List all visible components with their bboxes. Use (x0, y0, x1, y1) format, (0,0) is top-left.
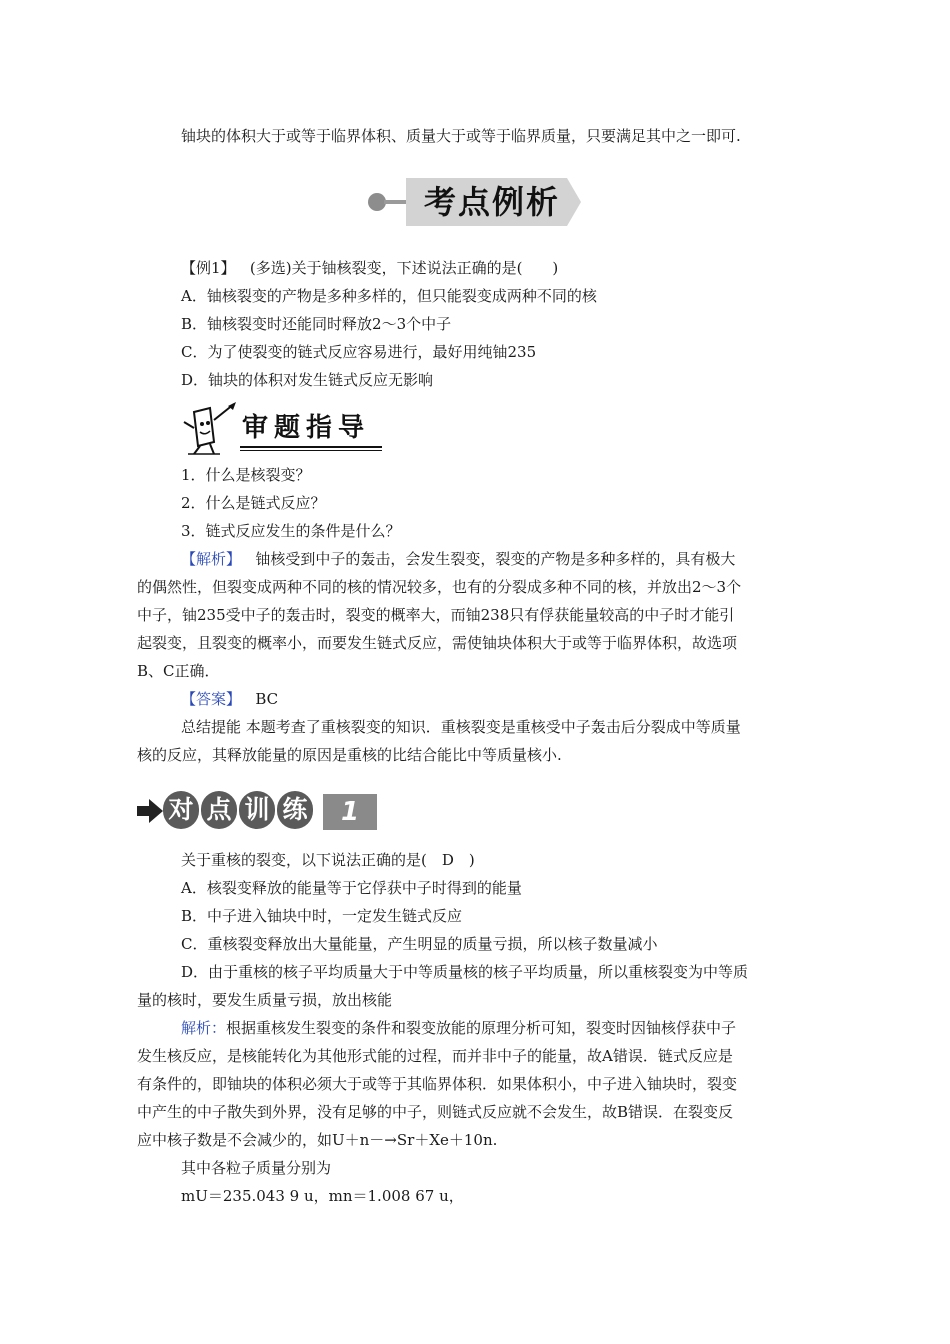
practice-option-d-cont: 量的核时，要发生质量亏损，放出核能 (137, 991, 393, 1009)
section-banner-title: 考点例析 (423, 183, 560, 221)
example-label: 【例1】 (181, 259, 236, 277)
practice-banner-char: 对 (163, 791, 199, 829)
practice-analysis-line: 解析：根据重核发生裂变的条件和裂变放能的原理分析可知，裂变时因铀核俘获中子 (181, 1019, 737, 1037)
practice-analysis-line: 应中核子数是不会减少的，如U＋n－→Sr＋Xe＋10n. (137, 1131, 498, 1149)
example-option-d: D．铀块的体积对发生链式反应无影响 (181, 371, 434, 389)
example-option-b: B．铀核裂变时还能同时释放2～3个中子 (181, 315, 452, 333)
practice-option-d: D．由于重核的核子平均质量大于中等质量核的核子平均质量，所以重核裂变为中等质 (181, 963, 749, 981)
practice-option-a: A．核裂变释放的能量等于它俘获中子时得到的能量 (181, 879, 522, 897)
analysis-line: 的偶然性，但裂变成两种不同的核的情况较多，也有的分裂成多种不同的核，并放出2～3个 (137, 578, 742, 596)
answer-line (181, 689, 278, 709)
example-stem (181, 258, 558, 278)
cartoon-pencil-icon (180, 402, 238, 456)
answer-label: 【答案】 (181, 690, 242, 708)
example-option-c: C．为了使裂变的链式反应容易进行，最好用纯铀235 (181, 343, 537, 361)
example-option-a: A．铀核裂变的产物是多种多样的，但只能裂变成两种不同的核 (181, 287, 597, 305)
practice-analysis-label: 解析： (181, 1019, 227, 1037)
guide-question: 3．链式反应发生的条件是什么？ (181, 522, 401, 540)
practice-banner-char: 练 (277, 791, 313, 829)
guide-question: 1．什么是核裂变？ (181, 466, 311, 484)
answer-value: BC (255, 690, 279, 708)
practice-analysis-line: 中产生的中子散失到外界，没有足够的中子，则链式反应就不会发生，故B错误．在裂变反 (137, 1103, 734, 1121)
analysis-line: 起裂变，且裂变的概率小，而要发生链式反应，需使铀块体积大于或等于临界体积，故选项 (137, 634, 738, 652)
practice-stem: 关于重核的裂变，以下说法正确的是( D ) (181, 851, 475, 869)
practice-banner-char: 点 (201, 791, 237, 829)
example-question: (多选)关于铀核裂变，下述说法正确的是( ) (249, 259, 559, 277)
analysis-line: 【解析】 铀核受到中子的轰击，会发生裂变，裂变的产物是多种多样的，具有极大 (181, 550, 736, 568)
guide-header (180, 402, 385, 456)
arrow-right-icon (137, 799, 163, 823)
section-banner (368, 178, 583, 226)
intro-text: 铀块的体积大于或等于临界体积、质量大于或等于临界质量，只要满足其中之一即可. (181, 127, 741, 145)
masses-line: mU＝235.043 9 u，mn＝1.008 67 u， (181, 1187, 464, 1205)
summary-line: 核的反应，其释放能量的原因是重核的比结合能比中等质量核小. (137, 746, 562, 764)
guide-title: 审题指导 (242, 413, 371, 443)
analysis-label: 【解析】 (181, 550, 242, 568)
guide-question: 2．什么是链式反应？ (181, 494, 326, 512)
practice-analysis-line: 有条件的，即铀块的体积必须大于或等于其临界体积．如果体积小，中子进入铀块时，裂变 (137, 1075, 738, 1093)
masses-intro: 其中各粒子质量分别为 (181, 1159, 332, 1177)
summary-line: 总结提能 本题考查了重核裂变的知识．重核裂变是重核受中子轰击后分裂成中等质量 (181, 718, 741, 736)
practice-option-c: C．重核裂变释放出大量能量，产生明显的质量亏损，所以核子数量减小 (181, 935, 658, 953)
practice-banner-char: 训 (239, 791, 275, 829)
practice-banner-number: 1 (323, 794, 377, 830)
analysis-line: 中子，铀235受中子的轰击时，裂变的概率大，而铀238只有俘获能量较高的中子时才能引 (137, 606, 735, 624)
practice-analysis-line: 发生核反应，是核能转化为其他形式能的过程，而并非中子的能量，故A错误．链式反应是 (137, 1047, 733, 1065)
practice-option-b: B．中子进入铀块中时，一定发生链式反应 (181, 907, 463, 925)
analysis-line: B、C正确． (137, 662, 220, 680)
